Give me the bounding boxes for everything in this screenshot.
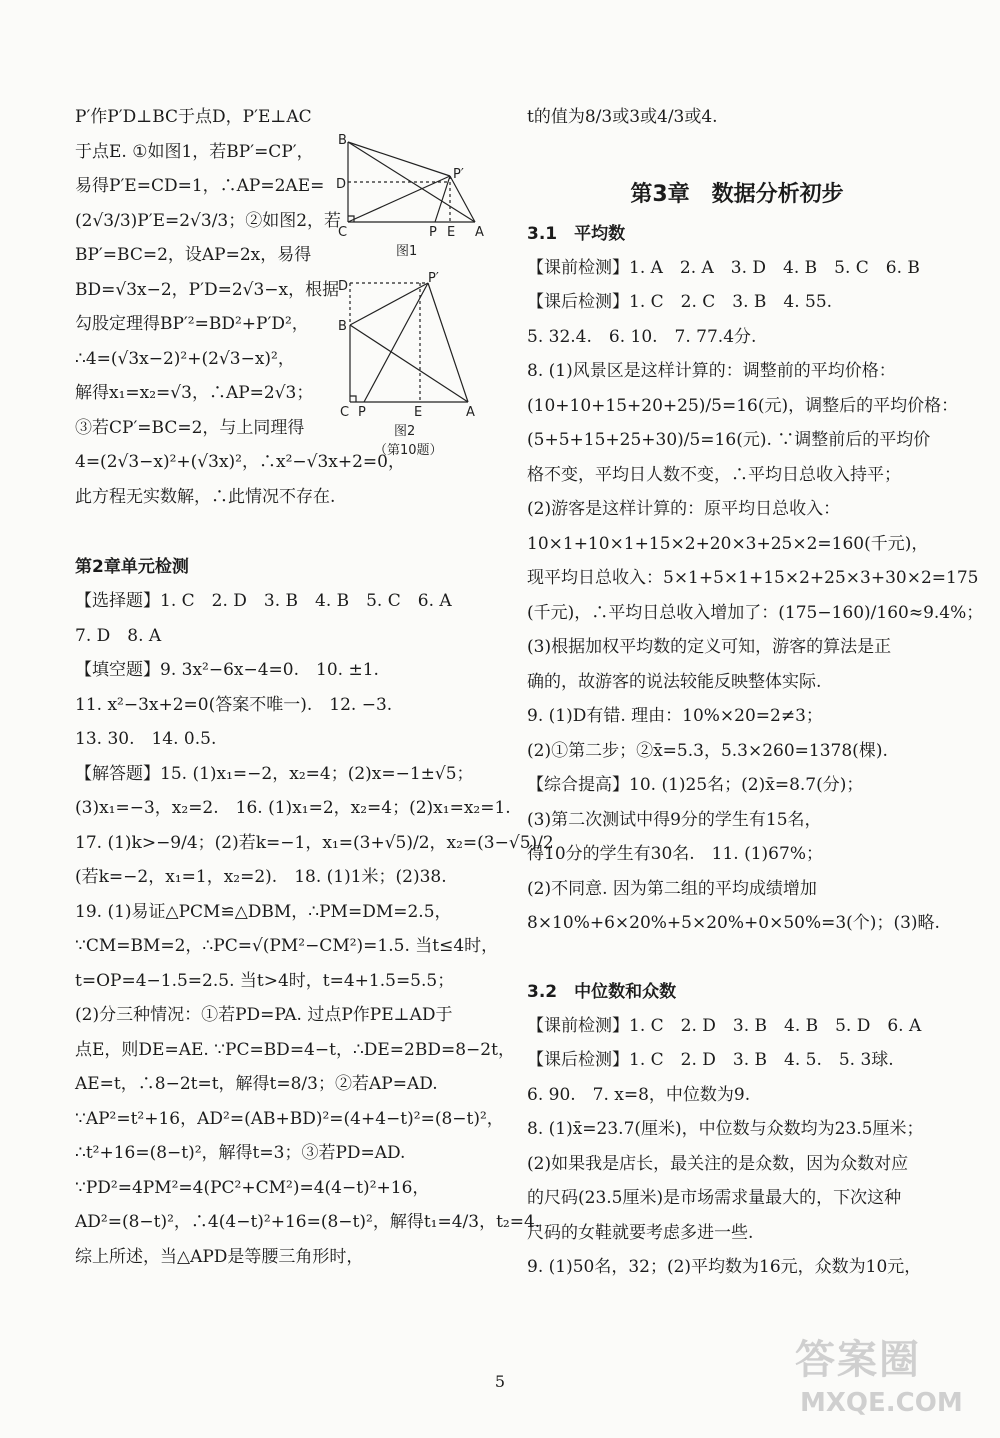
text-line: ∴t²+16=(8−t)²，解得t=3；③若PD=AD. <box>75 1143 406 1163</box>
text-line: t的值为8/3或3或4/3或4. <box>527 107 718 127</box>
section-title-ch2-test: 第2章单元检测 <box>75 557 189 577</box>
fig1-segment-PA <box>450 176 475 222</box>
fig1-label: E <box>447 225 456 240</box>
text-line: 19. (1)易证△PCM≌△DBM，∴PM=DM=2.5， <box>75 901 452 922</box>
text-line: 确的，故游客的说法较能反映整体实际. <box>527 671 822 692</box>
fig1-label: D <box>336 177 347 192</box>
fig2-segment-PA <box>428 283 468 402</box>
text-line: (3)根据加权平均数的定义可知，游客的算法是正 <box>527 637 892 657</box>
text-line: 【课前检测】1. A 2. A 3. D 4. B 5. C 6. B <box>527 257 920 278</box>
chapter-title: 第3章 数据分析初步 <box>630 181 844 207</box>
text-line: (5+5+15+25+30)/5=16(元). ∵调整前后的平均价 <box>527 430 931 450</box>
text-line: 得10分的学生有30名. 11. (1)67%； <box>527 844 823 864</box>
fig1-label: P′ <box>453 167 464 182</box>
watermark-url: MXQE.COM <box>800 1388 963 1418</box>
text-line: 13. 30. 14. 0.5. <box>75 729 217 749</box>
text-line: 8. (1)x̄=23.7(厘米)，中位数与众数均为23.5厘米； <box>527 1119 924 1139</box>
text-line: (2)如果我是店长，最关注的是众数，因为众数对应 <box>527 1153 909 1174</box>
fig2-right-angle <box>350 396 356 402</box>
text-line: P′作P′D⊥BC于点D，P′E⊥AC <box>75 107 312 127</box>
watermark-logo: 答案圈 <box>795 1337 921 1383</box>
fig1-diagram <box>348 142 475 222</box>
text-line: 9. (1)D有错. 理由：10%×20=2≠3； <box>527 706 823 726</box>
text-line: 【课后检测】1. C 2. D 3. B 4. 5. 5. 3球. <box>527 1050 894 1070</box>
text-line: 的尺码(23.5厘米)是市场需求量最大的，下次这种 <box>527 1188 902 1208</box>
text-line: ∵CM=BM=2，∴PC=√(PM²−CM²)=1.5. 当t≤4时， <box>75 936 499 956</box>
text-line: 【课前检测】1. C 2. D 3. B 4. B 5. D 6. A <box>527 1015 922 1036</box>
text-line: 【填空题】9. 3x²−6x−4=0. 10. ±1. <box>75 660 379 680</box>
text-line: BP′=BC=2，设AP=2x，易得 <box>75 245 312 265</box>
text-line: (3)第二次测试中得9分的学生有15名， <box>527 809 822 830</box>
fig2-label: E <box>414 405 423 420</box>
right-column <box>527 100 984 1285</box>
fig2-label: B <box>338 319 347 334</box>
spacer <box>527 941 947 975</box>
fig2-diagram <box>350 283 468 402</box>
fig1-segment-CP <box>348 176 450 222</box>
section2-lines <box>527 1009 947 1285</box>
section-title-3-2: 3.2 中位数和众数 <box>527 981 677 1002</box>
text-line: ∴4=(√3x−2)²+(2√3−x)²， <box>75 348 295 369</box>
text-line: 点E，则DE=AE. ∵PC=BD=4−t，∴DE=2BD=8−2t， <box>75 1039 515 1060</box>
text-line: (2√3/3)P′E=2√3/3；②如图2，若 <box>75 210 342 231</box>
question-caption: （第10题） <box>374 443 443 458</box>
left-bottom-lines <box>75 584 554 1274</box>
section-title-3-1: 3.1 平均数 <box>527 223 626 244</box>
text-line: 【选择题】1. C 2. D 3. B 4. B 5. C 6. A <box>75 591 452 611</box>
text-line: 8. (1)风景区是这样计算的：调整前的平均价格： <box>527 361 896 381</box>
text-line: 8×10%+6×20%+5×20%+0×50%=3(个)；(3)略. <box>527 913 940 933</box>
fig2-label: D <box>338 279 349 294</box>
text-line: 解得x₁=x₂=√3，∴AP=2√3； <box>75 383 314 403</box>
fig1-label: P <box>429 225 437 240</box>
text-line: (2)分三种情况：①若PD=PA. 过点P作PE⊥AD于 <box>75 1005 453 1025</box>
fig1-segment-BP <box>348 142 450 176</box>
fig2-label: P <box>358 405 366 420</box>
text-line: 勾股定理得BP′²=BD²+P′D²， <box>75 314 309 334</box>
text-line: 【解答题】15. (1)x₁=−2，x₂=4；(2)x=−1±√5； <box>75 763 474 784</box>
text-line: (3)x₁=−3，x₂=2. 16. (1)x₁=2，x₂=4；(2)x₁=x₂=1. <box>75 798 511 818</box>
text-line: 尺码的女鞋就要考虑多进一些. <box>527 1222 754 1243</box>
fig2-label: C <box>340 405 350 420</box>
spacer <box>75 514 485 550</box>
text-line: (10+10+15+20+25)/5=16(元)，调整后的平均价格： <box>527 395 959 416</box>
text-line: 4=(2√3−x)²+(√3x)²，∴x²−√3x+2=0， <box>75 452 405 472</box>
text-line: 17. (1)k>−9/4；(2)若k=−1，x₁=(3+√5)/2，x₂=(3−√5)/2 <box>75 832 554 853</box>
section1-lines <box>527 251 984 941</box>
text-line: ∵PD²=4PM²=4(PC²+CM²)=4(4−t)²+16， <box>75 1177 430 1198</box>
text-line: ∵AP²=t²+16，AD²=(AB+BD)²=(4+4−t)²=(8−t)²， <box>75 1108 504 1129</box>
text-line: 易得P′E=CD=1，∴AP=2AE= <box>75 176 325 196</box>
fig2-label: P′ <box>428 271 439 286</box>
fig2-segment-BA <box>350 325 468 402</box>
text-line: 格不变，平均日人数不变，∴平均日总收入持平； <box>527 464 901 485</box>
text-line: 现平均日总收入：5×1+5×1+15×2+25×3+30×2=175 <box>527 568 979 588</box>
text-line: 11. x²−3x+2=0(答案不唯一). 12. −3. <box>75 694 393 715</box>
text-line: 5. 32.4. 6. 10. 7. 77.4分. <box>527 326 757 347</box>
text-line: (若k=−2，x₁=1，x₂=2). 18. (1)1米；(2)38. <box>75 867 447 887</box>
fig2-labels <box>338 271 475 420</box>
text-line: (2)游客是这样计算的：原平均日总收入： <box>527 499 841 519</box>
text-line: 【综合提高】10. (1)25名；(2)x̄=8.7(分)； <box>527 775 864 795</box>
fig1-label: A <box>475 225 484 240</box>
text-line: (2)①第二步；②x̄=5.3，5.3×260=1378(棵). <box>527 740 888 761</box>
fig2-label: A <box>466 405 475 420</box>
geometry-figure <box>330 130 495 470</box>
text-line: (千元)，∴平均日总收入增加了：(175−160)/160≈9.4%； <box>527 602 984 623</box>
text-line: ③若CP′=BC=2，与上同理得 <box>75 417 305 438</box>
text-line: 此方程无实数解，∴此情况不存在. <box>75 486 336 507</box>
text-line: 于点E. ①如图1，若BP′=CP′， <box>75 141 314 162</box>
text-line: t=OP=4−1.5=2.5. 当t>4时，t=4+1.5=5.5； <box>75 970 455 991</box>
fig1-caption: 图1 <box>396 244 418 259</box>
text-line: 6. 90. 7. x=8，中位数为9. <box>527 1084 751 1105</box>
text-line: 【课后检测】1. C 2. C 3. B 4. 55. <box>527 292 833 312</box>
text-line: 10×1+10×1+15×2+20×3+25×2=160(千元)， <box>527 533 929 554</box>
text-line: AE=t，∴8−2t=t，解得t=8/3；②若AP=AD. <box>75 1074 438 1094</box>
text-line: BD=√3x−2，P′D=2√3−x，根据 <box>75 279 340 300</box>
text-line: 综上所述，当△APD是等腰三角形时， <box>75 1246 364 1267</box>
text-line: 9. (1)50名，32；(2)平均数为16元，众数为10元， <box>527 1257 922 1277</box>
text-line: (2)不同意. 因为第二组的平均成绩增加 <box>527 878 817 899</box>
page-number: 5 <box>494 1372 506 1391</box>
fig1-label: B <box>338 133 347 148</box>
fig1-label: C <box>338 225 348 240</box>
fig1-segment-PPprime <box>435 176 450 222</box>
text-line: AD²=(8−t)²，∴4(4−t)²+16=(8−t)²，解得t₁=4/3，t₂=4. <box>75 1212 541 1232</box>
fig2-caption: 图2 <box>394 424 416 439</box>
figure-svg <box>330 130 495 470</box>
text-line: 7. D 8. A <box>75 625 162 646</box>
